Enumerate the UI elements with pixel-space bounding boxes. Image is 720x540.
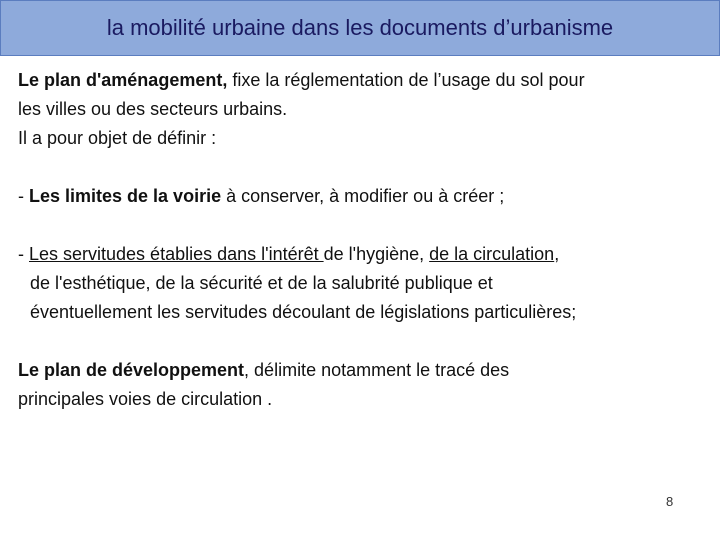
spacer [18, 211, 712, 240]
servitudes-hygiene: de l'hygiène, [323, 244, 430, 264]
term-plan-amenagement: Le plan d'aménagement, [18, 70, 228, 90]
paragraph-plan-developpement-line-2: principales voies de circulation . [18, 389, 273, 409]
bullet-dash: - [18, 244, 29, 264]
paragraph-plan-amenagement-line-2: les villes ou des secteurs urbains. [18, 99, 288, 119]
limites-voirie-text: à conserver, à modifier ou à créer ; [221, 186, 505, 206]
plan-amenagement-definition: fixe la réglementation de l’usage du sol pour [227, 70, 585, 90]
bullet-limites-voirie [18, 182, 712, 211]
underlined-servitudes: Les servitudes établies dans l'intérêt [29, 244, 324, 264]
servitudes-comma: , [554, 244, 560, 264]
page-number: 8 [666, 494, 674, 509]
underlined-circulation: de la circulation [429, 244, 555, 264]
slide-body [18, 66, 712, 414]
bullet-servitudes-line-2: de l'esthétique, de la sécurité et de la salubrité publique et [30, 273, 493, 293]
bullet-dash: - [18, 186, 29, 206]
slide-title: la mobilité urbaine dans les documents d’urbanisme [106, 15, 614, 40]
spacer [18, 327, 712, 356]
term-plan-developpement: Le plan de développement [18, 360, 245, 380]
term-limites-voirie: Les limites de la voirie [29, 186, 222, 206]
paragraph-plan-amenagement-line-1 [18, 66, 712, 95]
spacer [18, 153, 712, 182]
paragraph-plan-developpement-line-1 [18, 356, 712, 385]
plan-developpement-definition: , délimite notamment le tracé des [244, 360, 510, 380]
slide-title-bar [0, 0, 720, 56]
bullet-servitudes-line-3: éventuellement les servitudes découlant de législations particulières; [30, 302, 577, 322]
paragraph-plan-amenagement-line-3: Il a pour objet de définir : [18, 128, 217, 148]
bullet-servitudes-line-1 [18, 240, 712, 269]
